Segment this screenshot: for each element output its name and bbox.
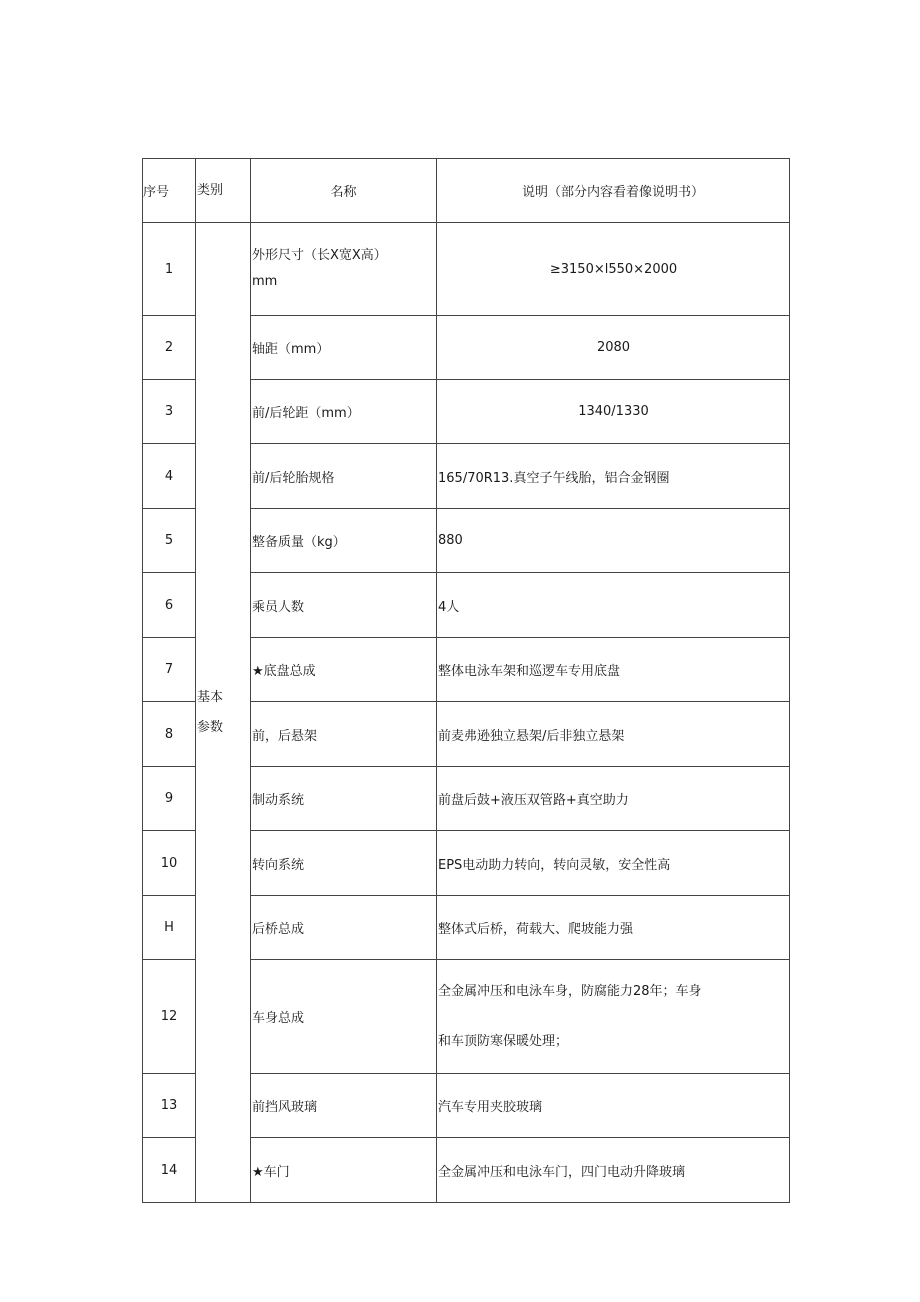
row-name: 制动系统 bbox=[251, 767, 437, 831]
header-name: 名称 bbox=[251, 159, 437, 223]
row-description: EPS电动助力转向，转向灵敏，安全性高 bbox=[437, 831, 790, 896]
row-no: 12 bbox=[143, 960, 196, 1074]
row-name: 前挡风玻璃 bbox=[251, 1074, 437, 1138]
row-description: 前盘后鼓+液压双管路+真空助力 bbox=[437, 767, 790, 831]
row-description: 整体式后桥，荷载大、爬坡能力强 bbox=[437, 896, 790, 960]
row-description: 汽车专用夹胶玻璃 bbox=[437, 1074, 790, 1138]
row-description: 前麦弗逊独立悬架/后非独立悬架 bbox=[437, 702, 790, 767]
row-description: 165/70R13.真空子午线胎，铝合金钢圈 bbox=[437, 444, 790, 509]
row-description: 880 bbox=[437, 509, 790, 573]
table-row bbox=[143, 223, 790, 316]
row-name: 车身总成 bbox=[251, 960, 437, 1074]
row-name: 后桥总成 bbox=[251, 896, 437, 960]
row-no: 7 bbox=[143, 638, 196, 702]
row-no: H bbox=[143, 896, 196, 960]
row-name: 乘员人数 bbox=[251, 573, 437, 638]
spec-table bbox=[142, 158, 790, 1203]
header-description: 说明（部分内容看着像说明书） bbox=[437, 159, 790, 223]
row-no: 3 bbox=[143, 380, 196, 444]
row-name: 前，后悬架 bbox=[251, 702, 437, 767]
header-category: 类别 bbox=[196, 159, 251, 223]
row-name-line2: mm bbox=[252, 274, 278, 289]
category-label-line2: 参数 bbox=[197, 719, 224, 735]
row-name: ★底盘总成 bbox=[251, 638, 437, 702]
row-no: 8 bbox=[143, 702, 196, 767]
row-name: 前/后轮距（mm） bbox=[251, 380, 437, 444]
row-description: 4人 bbox=[437, 573, 790, 638]
row-description bbox=[437, 960, 790, 1074]
row-no: 10 bbox=[143, 831, 196, 896]
table-header-row bbox=[143, 159, 790, 223]
row-name: 转向系统 bbox=[251, 831, 437, 896]
row-no: 13 bbox=[143, 1074, 196, 1138]
row-no: 6 bbox=[143, 573, 196, 638]
row-name: ★车门 bbox=[251, 1138, 437, 1203]
row-description: ≥3150×l550×2000 bbox=[437, 223, 790, 316]
row-no: 1 bbox=[143, 223, 196, 316]
row-no: 4 bbox=[143, 444, 196, 509]
row-name: 轴距（mm） bbox=[251, 316, 437, 380]
row-no: 2 bbox=[143, 316, 196, 380]
row-description-line1: 全金属冲压和电泳车身，防腐能力28年；车身 bbox=[438, 983, 702, 999]
row-no: 5 bbox=[143, 509, 196, 573]
row-name bbox=[251, 223, 437, 316]
row-description-line2: 和车顶防寒保暖处理； bbox=[438, 1033, 569, 1049]
row-description: 1340/1330 bbox=[437, 380, 790, 444]
row-no: 9 bbox=[143, 767, 196, 831]
row-name-line1: 外形尺寸（长X宽X高） bbox=[252, 248, 387, 263]
row-name: 整备质量（kg） bbox=[251, 509, 437, 573]
row-no: 14 bbox=[143, 1138, 196, 1203]
row-description: 全金属冲压和电泳车门，四门电动升降玻璃 bbox=[437, 1138, 790, 1203]
row-name: 前/后轮胎规格 bbox=[251, 444, 437, 509]
header-no: 序号 bbox=[143, 159, 196, 223]
category-label-line1: 基本 bbox=[197, 689, 224, 705]
category-cell bbox=[196, 223, 251, 1203]
row-description: 整体电泳车架和巡逻车专用底盘 bbox=[437, 638, 790, 702]
row-description: 2080 bbox=[437, 316, 790, 380]
